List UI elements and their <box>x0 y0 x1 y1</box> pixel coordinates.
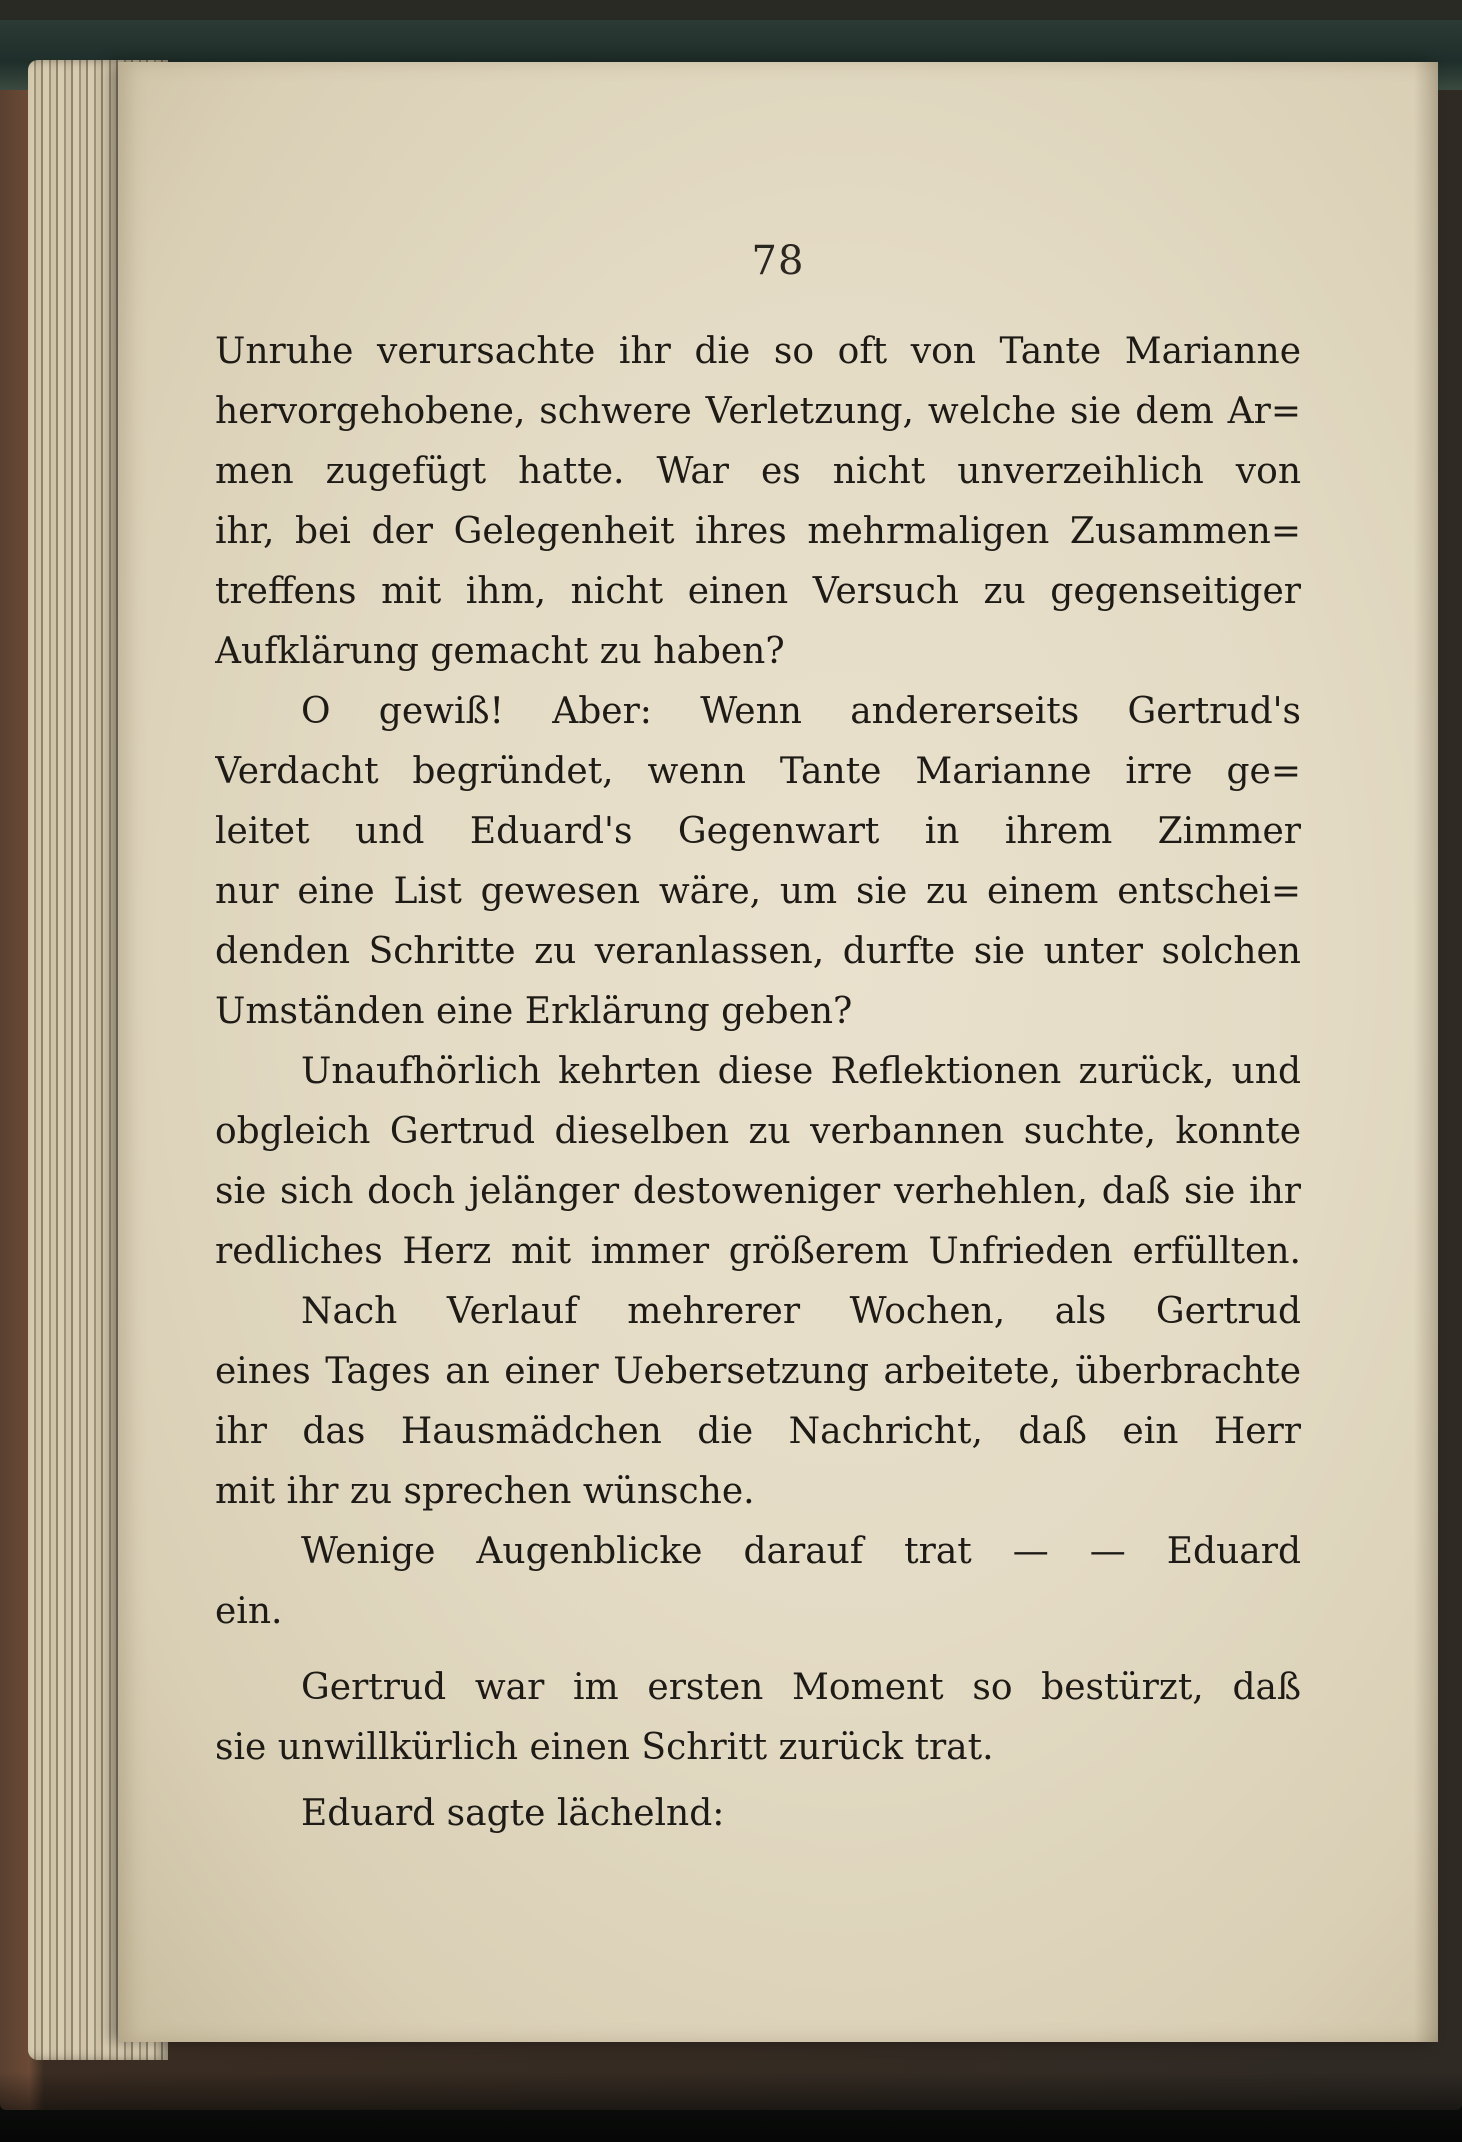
bottom-shadow <box>0 2072 1462 2142</box>
text-line: Unruhe verursachte ihr die so oft von Tante Marianne <box>215 331 1301 372</box>
text-line: nur eine List gewesen wäre, um sie zu einem entschei= <box>215 871 1301 912</box>
text-line: redliches Herz mit immer größerem Unfrieden erfüllten. <box>215 1231 1301 1272</box>
text-line: hervorgehobene, schwere Verletzung, welche sie dem Ar= <box>215 391 1301 432</box>
text-line: ihr, bei der Gelegenheit ihres mehrmaligen Zusammen= <box>215 511 1301 552</box>
text-line: mit ihr zu sprechen wünsche. <box>215 1471 755 1512</box>
text-line: treffens mit ihm, nicht einen Versuch zu gegenseitiger <box>215 571 1301 612</box>
page-gutter-shadow <box>1414 62 1438 2042</box>
text-line: O gewiß! Aber: Wenn andererseits Gertrud's <box>301 691 1301 732</box>
text-line: ein. <box>215 1591 283 1632</box>
text-line: sie sich doch jelänger destoweniger verhehlen, daß sie ihr <box>215 1171 1301 1212</box>
page-number: 78 <box>751 238 805 284</box>
text-line: Eduard sagte lächelnd: <box>301 1793 725 1834</box>
text-line: sie unwillkürlich einen Schritt zurück trat. <box>215 1727 994 1768</box>
text-line: leitet und Eduard's Gegenwart in ihrem Zimmer <box>215 811 1301 852</box>
text-line: Aufklärung gemacht zu haben? <box>215 631 785 672</box>
text-line: Nach Verlauf mehrerer Wochen, als Gertrud <box>301 1291 1301 1332</box>
text-line: Wenige Augenblicke darauf trat — — Eduard <box>301 1531 1301 1572</box>
text-line: Gertrud war im ersten Moment so bestürzt, daß <box>301 1667 1301 1708</box>
text-line: Unaufhörlich kehrten diese Reflektionen zurück, und <box>301 1051 1301 1092</box>
page-text <box>215 322 1301 1844</box>
text-line: obgleich Gertrud dieselben zu verbannen suchte, konnte <box>215 1111 1301 1152</box>
text-line: men zugefügt hatte. War es nicht unverzeihlich von <box>215 451 1301 492</box>
text-line: Umständen eine Erklärung geben? <box>215 991 853 1032</box>
text-line: ihr das Hausmädchen die Nachricht, daß ein Herr <box>215 1411 1301 1452</box>
text-line: Verdacht begründet, wenn Tante Marianne irre ge= <box>215 751 1301 792</box>
text-line: denden Schritte zu veranlassen, durfte sie unter solchen <box>215 931 1301 972</box>
text-line: eines Tages an einer Uebersetzung arbeitete, überbrachte <box>215 1351 1301 1392</box>
